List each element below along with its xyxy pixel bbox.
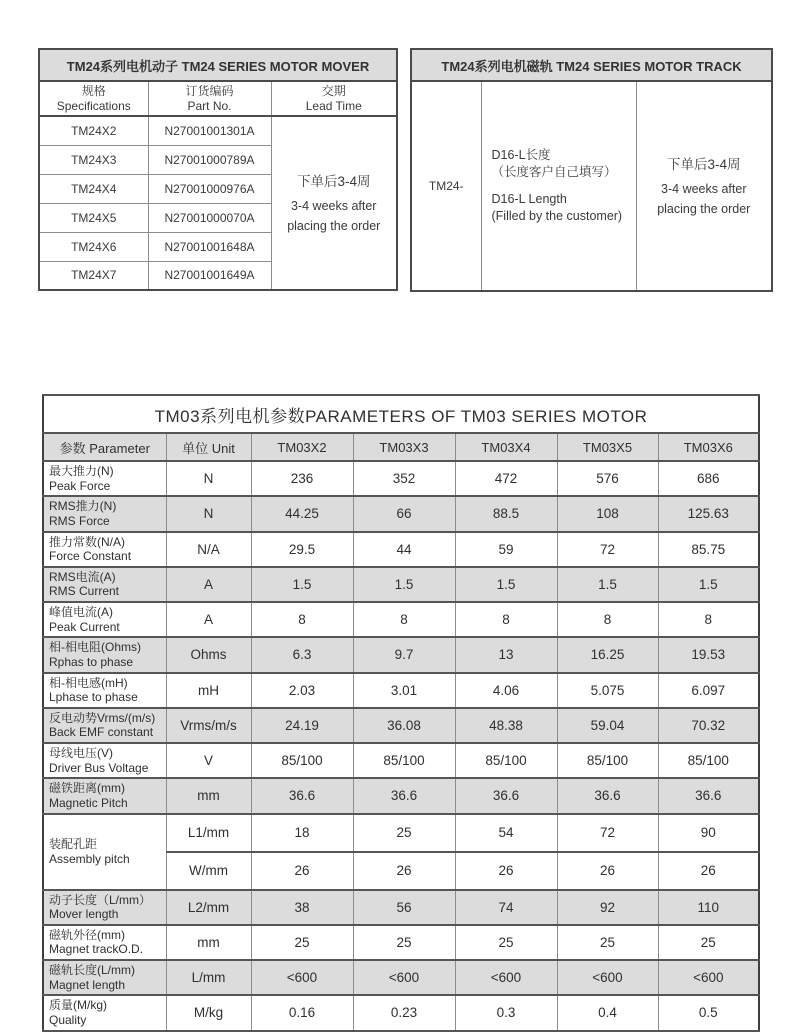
value-cell: 6.097 bbox=[658, 673, 759, 708]
unit-cell: N bbox=[166, 496, 251, 531]
spec-cell: TM24X6 bbox=[39, 232, 148, 261]
col-header-tm03x4: TM03X4 bbox=[455, 433, 557, 461]
param-label-cell bbox=[43, 532, 166, 567]
param-zh: 反电动势Vrms/(m/s) bbox=[49, 710, 156, 725]
value-cell: 54 bbox=[455, 814, 557, 852]
param-en: Quality bbox=[49, 1012, 87, 1027]
unit-cell: mm bbox=[166, 778, 251, 813]
value-cell: 36.6 bbox=[658, 778, 759, 813]
value-cell: 1.5 bbox=[353, 567, 455, 602]
value-cell: 26 bbox=[658, 852, 759, 890]
param-row-back-emf bbox=[43, 708, 759, 743]
header-en: Part No. bbox=[187, 98, 232, 113]
param-row-mover-length bbox=[43, 890, 759, 925]
lead-time-en-line2: placing the order bbox=[657, 201, 751, 216]
col-header-part-no bbox=[148, 81, 271, 116]
length-zh-line2: （长度客户自己填写） bbox=[491, 165, 617, 179]
param-label-cell bbox=[43, 960, 166, 995]
value-cell: 9.7 bbox=[353, 637, 455, 672]
length-en-line2: (Filled by the customer) bbox=[491, 209, 623, 223]
unit-cell: N bbox=[166, 461, 251, 496]
value-cell: <600 bbox=[658, 960, 759, 995]
value-cell: 24.19 bbox=[251, 708, 353, 743]
param-row-rms-force bbox=[43, 496, 759, 531]
param-label-cell bbox=[43, 814, 166, 890]
param-zh: 质量(M/kg) bbox=[49, 998, 107, 1013]
value-cell: 25 bbox=[658, 925, 759, 960]
lead-time-cell bbox=[636, 81, 772, 291]
param-en: Back EMF constant bbox=[49, 725, 154, 740]
unit-cell: V bbox=[166, 743, 251, 778]
value-cell: 90 bbox=[658, 814, 759, 852]
value-cell: 110 bbox=[658, 890, 759, 925]
param-zh: 母线电压(V) bbox=[49, 746, 113, 760]
param-en: Magnet length bbox=[49, 977, 126, 992]
table-row bbox=[39, 49, 397, 81]
param-zh: 相-相电感(mH) bbox=[49, 675, 128, 690]
param-zh: 动子长度（L/mm） bbox=[49, 892, 152, 907]
param-row-magnet-track-od bbox=[43, 925, 759, 960]
param-zh: 磁轨外径(mm) bbox=[49, 927, 125, 942]
value-cell: 576 bbox=[557, 461, 658, 496]
param-en: Rphas to phase bbox=[49, 654, 134, 669]
value-cell: 85/100 bbox=[557, 743, 658, 778]
value-cell: 2.03 bbox=[251, 673, 353, 708]
part-no-cell: N27001001301A bbox=[148, 116, 271, 145]
value-cell: 59 bbox=[455, 532, 557, 567]
param-zh: 推力常数(N/A) bbox=[49, 534, 125, 549]
param-en: RMS Force bbox=[49, 513, 110, 528]
value-cell: 1.5 bbox=[251, 567, 353, 602]
value-cell: 0.16 bbox=[251, 995, 353, 1030]
col-header-unit: 单位 Unit bbox=[166, 433, 251, 461]
param-row-bus-voltage bbox=[43, 743, 759, 778]
col-header-tm03x3: TM03X3 bbox=[353, 433, 455, 461]
spec-cell: TM24X4 bbox=[39, 174, 148, 203]
value-cell: 8 bbox=[251, 602, 353, 637]
value-cell: 0.5 bbox=[658, 995, 759, 1030]
value-cell: 26 bbox=[251, 852, 353, 890]
param-row-peak-force bbox=[43, 461, 759, 496]
lead-time-zh: 下单后3-4周 bbox=[667, 157, 741, 173]
unit-cell: mH bbox=[166, 673, 251, 708]
value-cell: 686 bbox=[658, 461, 759, 496]
param-row-phase-inductance bbox=[43, 673, 759, 708]
value-cell: 85/100 bbox=[353, 743, 455, 778]
param-en: RMS Current bbox=[49, 584, 120, 599]
unit-cell: N/A bbox=[166, 532, 251, 567]
value-cell: 36.6 bbox=[557, 778, 658, 813]
param-zh: 磁铁距离(mm) bbox=[49, 781, 125, 796]
value-cell: 66 bbox=[353, 496, 455, 531]
table-row bbox=[411, 49, 772, 81]
value-cell: 25 bbox=[353, 814, 455, 852]
value-cell: 25 bbox=[455, 925, 557, 960]
value-cell: 72 bbox=[557, 532, 658, 567]
value-cell: 5.075 bbox=[557, 673, 658, 708]
param-row-phase-resistance bbox=[43, 637, 759, 672]
lead-time-en-line1: 3-4 weeks after bbox=[661, 182, 747, 197]
value-cell: 56 bbox=[353, 890, 455, 925]
value-cell: 74 bbox=[455, 890, 557, 925]
value-cell: 125.63 bbox=[658, 496, 759, 531]
value-cell: 59.04 bbox=[557, 708, 658, 743]
col-header-tm03x6: TM03X6 bbox=[658, 433, 759, 461]
value-cell: 25 bbox=[251, 925, 353, 960]
unit-cell: Ohms bbox=[166, 637, 251, 672]
param-label-cell bbox=[43, 925, 166, 960]
tm24-track-table bbox=[410, 48, 773, 292]
value-cell: 0.23 bbox=[353, 995, 455, 1030]
unit-cell: L/mm bbox=[166, 960, 251, 995]
table-row bbox=[39, 116, 397, 145]
unit-cell: A bbox=[166, 567, 251, 602]
value-cell: 4.06 bbox=[455, 673, 557, 708]
value-cell: 472 bbox=[455, 461, 557, 496]
value-cell: 8 bbox=[353, 602, 455, 637]
value-cell: 36.6 bbox=[353, 778, 455, 813]
value-cell: 8 bbox=[557, 602, 658, 637]
param-row-rms-current bbox=[43, 567, 759, 602]
part-no-cell: N27001000070A bbox=[148, 203, 271, 232]
lead-time-cell bbox=[271, 116, 397, 290]
value-cell: 48.38 bbox=[455, 708, 557, 743]
length-zh-line1: D16-L长度 bbox=[491, 147, 551, 162]
header-zh: 规格 bbox=[81, 83, 106, 98]
table-row bbox=[411, 81, 772, 291]
param-zh: 磁轨长度(L/mm) bbox=[49, 963, 135, 977]
value-cell: 0.4 bbox=[557, 995, 658, 1030]
value-cell: <600 bbox=[251, 960, 353, 995]
lead-time-en-line1: 3-4 weeks after bbox=[291, 199, 377, 214]
part-no-cell: N27001001648A bbox=[148, 232, 271, 261]
param-row-peak-current bbox=[43, 602, 759, 637]
tm24-mover-table bbox=[38, 48, 398, 291]
param-label-cell bbox=[43, 890, 166, 925]
value-cell: 36.08 bbox=[353, 708, 455, 743]
value-cell: 1.5 bbox=[658, 567, 759, 602]
col-header-tm03x5: TM03X5 bbox=[557, 433, 658, 461]
value-cell: 70.32 bbox=[658, 708, 759, 743]
param-zh: 最大推力(N) bbox=[49, 464, 114, 478]
unit-cell: W/mm bbox=[166, 852, 251, 890]
value-cell: 19.53 bbox=[658, 637, 759, 672]
param-label-cell bbox=[43, 461, 166, 496]
table-row bbox=[43, 395, 759, 433]
value-cell: 72 bbox=[557, 814, 658, 852]
spec-cell: TM24X7 bbox=[39, 261, 148, 290]
lead-time-en-line2: placing the order bbox=[287, 218, 381, 233]
value-cell: 108 bbox=[557, 496, 658, 531]
col-header-specifications bbox=[39, 81, 148, 116]
value-cell: 0.3 bbox=[455, 995, 557, 1030]
value-cell: 8 bbox=[658, 602, 759, 637]
unit-cell: L2/mm bbox=[166, 890, 251, 925]
header-en: Lead Time bbox=[305, 98, 362, 113]
params-table-title: TM03系列电机参数PARAMETERS OF TM03 SERIES MOTOR bbox=[43, 395, 759, 433]
value-cell: <600 bbox=[353, 960, 455, 995]
param-en: Mover length bbox=[49, 907, 119, 922]
value-cell: 13 bbox=[455, 637, 557, 672]
param-label-cell bbox=[43, 778, 166, 813]
track-model-cell: TM24- bbox=[411, 81, 481, 291]
unit-cell: L1/mm bbox=[166, 814, 251, 852]
track-length-cell bbox=[481, 81, 636, 291]
param-en: Force Constant bbox=[49, 549, 132, 564]
col-header-tm03x2: TM03X2 bbox=[251, 433, 353, 461]
value-cell: 85/100 bbox=[455, 743, 557, 778]
param-label-cell bbox=[43, 567, 166, 602]
value-cell: 352 bbox=[353, 461, 455, 496]
unit-cell: Vrms/m/s bbox=[166, 708, 251, 743]
param-zh: 相-相电阻(Ohms) bbox=[49, 640, 141, 655]
param-en: Driver Bus Voltage bbox=[49, 760, 149, 775]
value-cell: 44.25 bbox=[251, 496, 353, 531]
param-row-assembly-pitch-l1 bbox=[43, 814, 759, 852]
param-row-magnetic-pitch bbox=[43, 778, 759, 813]
param-row-magnet-length bbox=[43, 960, 759, 995]
value-cell: <600 bbox=[557, 960, 658, 995]
track-table-title: TM24系列电机磁轨 TM24 SERIES MOTOR TRACK bbox=[411, 49, 772, 81]
lead-time-zh: 下单后3-4周 bbox=[297, 174, 371, 190]
value-cell: 26 bbox=[557, 852, 658, 890]
header-zh: 订货编码 bbox=[185, 83, 234, 98]
param-en: Peak Current bbox=[49, 619, 120, 634]
param-label-cell bbox=[43, 602, 166, 637]
value-cell: 29.5 bbox=[251, 532, 353, 567]
value-cell: 26 bbox=[455, 852, 557, 890]
param-en: Magnet trackO.D. bbox=[49, 942, 144, 957]
value-cell: 1.5 bbox=[455, 567, 557, 602]
header-en: Specifications bbox=[56, 98, 131, 113]
param-zh: RMS推力(N) bbox=[49, 499, 117, 514]
value-cell: 16.25 bbox=[557, 637, 658, 672]
value-cell: 85.75 bbox=[658, 532, 759, 567]
unit-cell: M/kg bbox=[166, 995, 251, 1030]
value-cell: 25 bbox=[557, 925, 658, 960]
param-zh: RMS电流(A) bbox=[49, 569, 116, 584]
value-cell: 36.6 bbox=[455, 778, 557, 813]
spec-cell: TM24X5 bbox=[39, 203, 148, 232]
col-header-parameter: 参数 Parameter bbox=[43, 433, 166, 461]
value-cell: 85/100 bbox=[658, 743, 759, 778]
value-cell: 6.3 bbox=[251, 637, 353, 672]
param-label-cell bbox=[43, 743, 166, 778]
length-en-line1: D16-L Length bbox=[491, 191, 567, 206]
param-zh: 装配孔距 bbox=[49, 836, 98, 851]
value-cell: 85/100 bbox=[251, 743, 353, 778]
param-label-cell bbox=[43, 637, 166, 672]
value-cell: 3.01 bbox=[353, 673, 455, 708]
param-row-quality bbox=[43, 995, 759, 1030]
header-zh: 交期 bbox=[321, 83, 346, 98]
param-label-cell bbox=[43, 995, 166, 1030]
value-cell: 44 bbox=[353, 532, 455, 567]
value-cell: 92 bbox=[557, 890, 658, 925]
mover-table-title: TM24系列电机动子 TM24 SERIES MOTOR MOVER bbox=[39, 49, 397, 81]
param-zh: 峰值电流(A) bbox=[49, 605, 113, 619]
value-cell: 26 bbox=[353, 852, 455, 890]
part-no-cell: N27001000789A bbox=[148, 145, 271, 174]
part-no-cell: N27001001649A bbox=[148, 261, 271, 290]
spec-cell: TM24X3 bbox=[39, 145, 148, 174]
param-label-cell bbox=[43, 496, 166, 531]
table-row bbox=[39, 81, 397, 116]
param-label-cell bbox=[43, 673, 166, 708]
param-row-force-constant bbox=[43, 532, 759, 567]
param-en: Magnetic Pitch bbox=[49, 795, 128, 810]
unit-cell: mm bbox=[166, 925, 251, 960]
col-header-lead-time bbox=[271, 81, 397, 116]
value-cell: 1.5 bbox=[557, 567, 658, 602]
spec-cell: TM24X2 bbox=[39, 116, 148, 145]
value-cell: 18 bbox=[251, 814, 353, 852]
param-en: Peak Force bbox=[49, 478, 111, 493]
tm03-parameters-table bbox=[42, 394, 760, 1032]
part-no-cell: N27001000976A bbox=[148, 174, 271, 203]
value-cell: <600 bbox=[455, 960, 557, 995]
value-cell: 25 bbox=[353, 925, 455, 960]
value-cell: 36.6 bbox=[251, 778, 353, 813]
value-cell: 8 bbox=[455, 602, 557, 637]
param-label-cell bbox=[43, 708, 166, 743]
param-en: Lphase to phase bbox=[49, 690, 138, 705]
param-en: Assembly pitch bbox=[49, 851, 130, 866]
value-cell: 236 bbox=[251, 461, 353, 496]
table-row bbox=[43, 433, 759, 461]
unit-cell: A bbox=[166, 602, 251, 637]
value-cell: 88.5 bbox=[455, 496, 557, 531]
value-cell: 38 bbox=[251, 890, 353, 925]
